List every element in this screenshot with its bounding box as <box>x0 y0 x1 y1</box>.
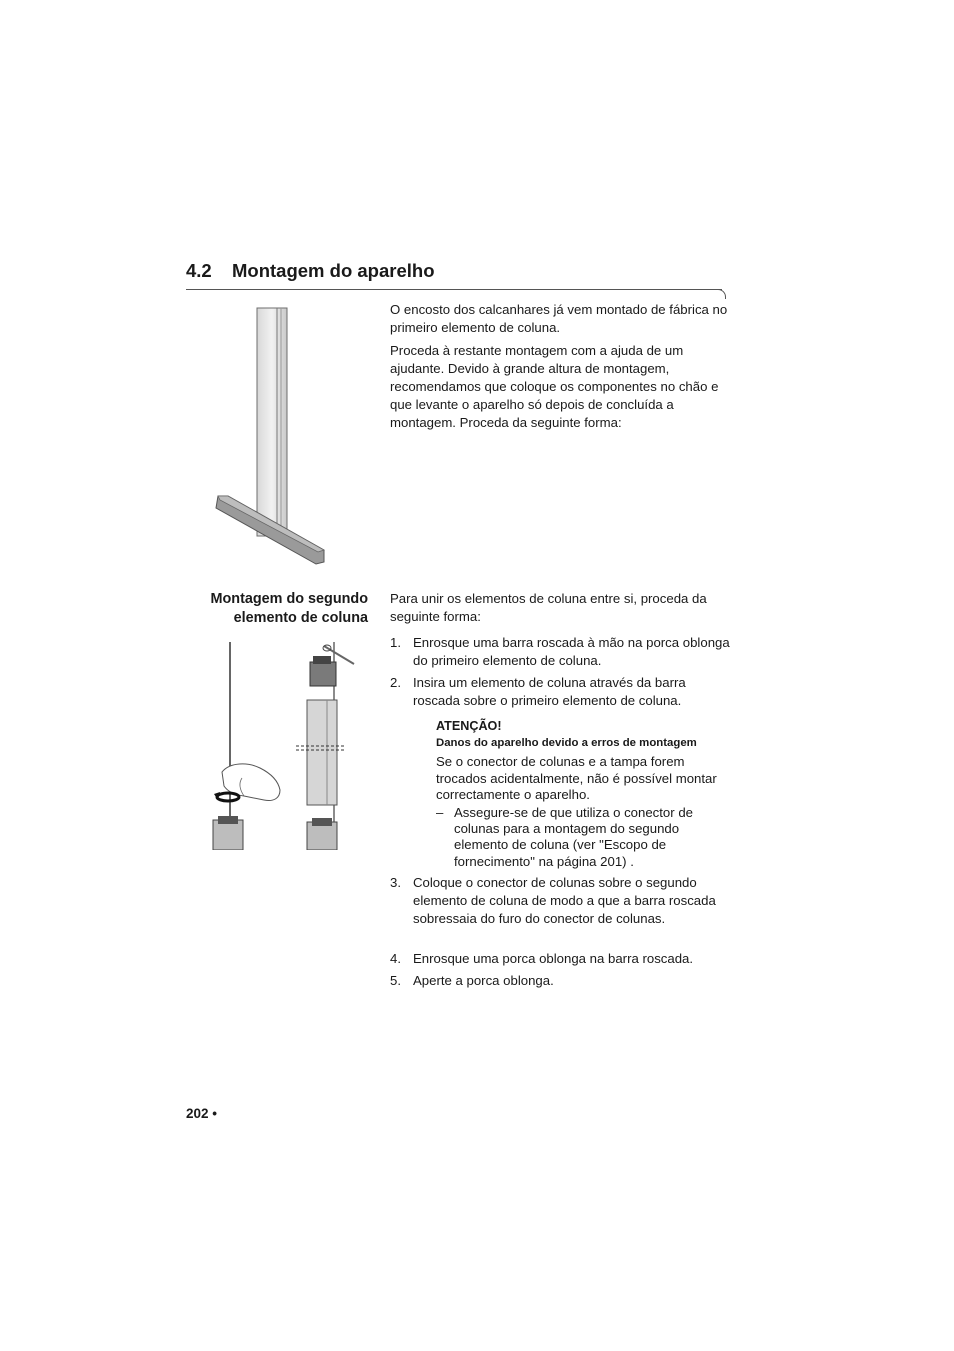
step-number: 5. <box>390 973 401 988</box>
step-text: Enrosque uma barra roscada à mão na porca oblonga do primeiro elemento de coluna. <box>413 635 730 668</box>
intro-paragraph-2: Proceda à restante montagem com a ajuda de um ajudante. Devido à grande altura de montagem, recomendamos que coloque os componentes no chão e que levante o aparelho só depois de concluída a montagem. Proceda da seguinte forma: <box>390 343 719 430</box>
step-text: Coloque o conector de colunas sobre o segundo elemento de coluna de modo a que a barra roscada sobressaia do furo do conector de colunas. <box>413 875 716 926</box>
subsection-intro: Para unir os elementos de coluna entre si, proceda da seguinte forma: <box>390 591 707 624</box>
step-item <box>390 634 735 670</box>
step-number: 2. <box>390 675 401 690</box>
step-item <box>390 674 735 710</box>
bullet-dash: – <box>436 805 444 820</box>
subsection-title <box>178 590 368 628</box>
step-text: Enrosque uma porca oblonga na barra roscada. <box>413 951 694 966</box>
step-number: 4. <box>390 951 401 966</box>
warning-bullet-text: Assegure-se de que utiliza o conector de colunas para a montagem do segundo elemento de coluna (ver "Escopo de fornecimento" na página 201) . <box>454 805 693 869</box>
warning-body: Se o conector de colunas e a tampa forem trocados acidentalmente, não é possível montar correctamente o aparelho. <box>436 754 717 802</box>
intro-paragraph-1: O encosto dos calcanhares já vem montado de fábrica no primeiro elemento de coluna. <box>390 302 728 335</box>
subsection-title-line1: Montagem do segundo <box>210 591 368 607</box>
warning-bullet <box>436 805 726 870</box>
step-text: Aperte a porca oblonga. <box>413 973 554 988</box>
second-column-assembly-illustration <box>200 640 360 850</box>
heading-rule <box>186 289 722 290</box>
section-title: Montagem do aparelho <box>232 260 435 281</box>
column-heel-rest-illustration <box>200 300 340 572</box>
warning-title: ATENÇÃO! <box>436 719 502 733</box>
page-number: 202 • <box>186 1106 218 1121</box>
section-heading <box>186 260 435 282</box>
step-item <box>390 950 735 968</box>
step-item <box>390 972 735 990</box>
step-number: 1. <box>390 635 401 650</box>
warning-subtitle: Danos do aparelho devido a erros de montagem <box>436 737 697 749</box>
step-text: Insira um elemento de coluna através da barra roscada sobre o primeiro elemento de coluna. <box>413 675 686 708</box>
subsection-title-line2: elemento de coluna <box>233 610 368 626</box>
step-number: 3. <box>390 875 401 890</box>
section-number: 4.2 <box>186 260 212 281</box>
step-item <box>390 874 735 928</box>
heading-rule-corner <box>716 289 726 299</box>
